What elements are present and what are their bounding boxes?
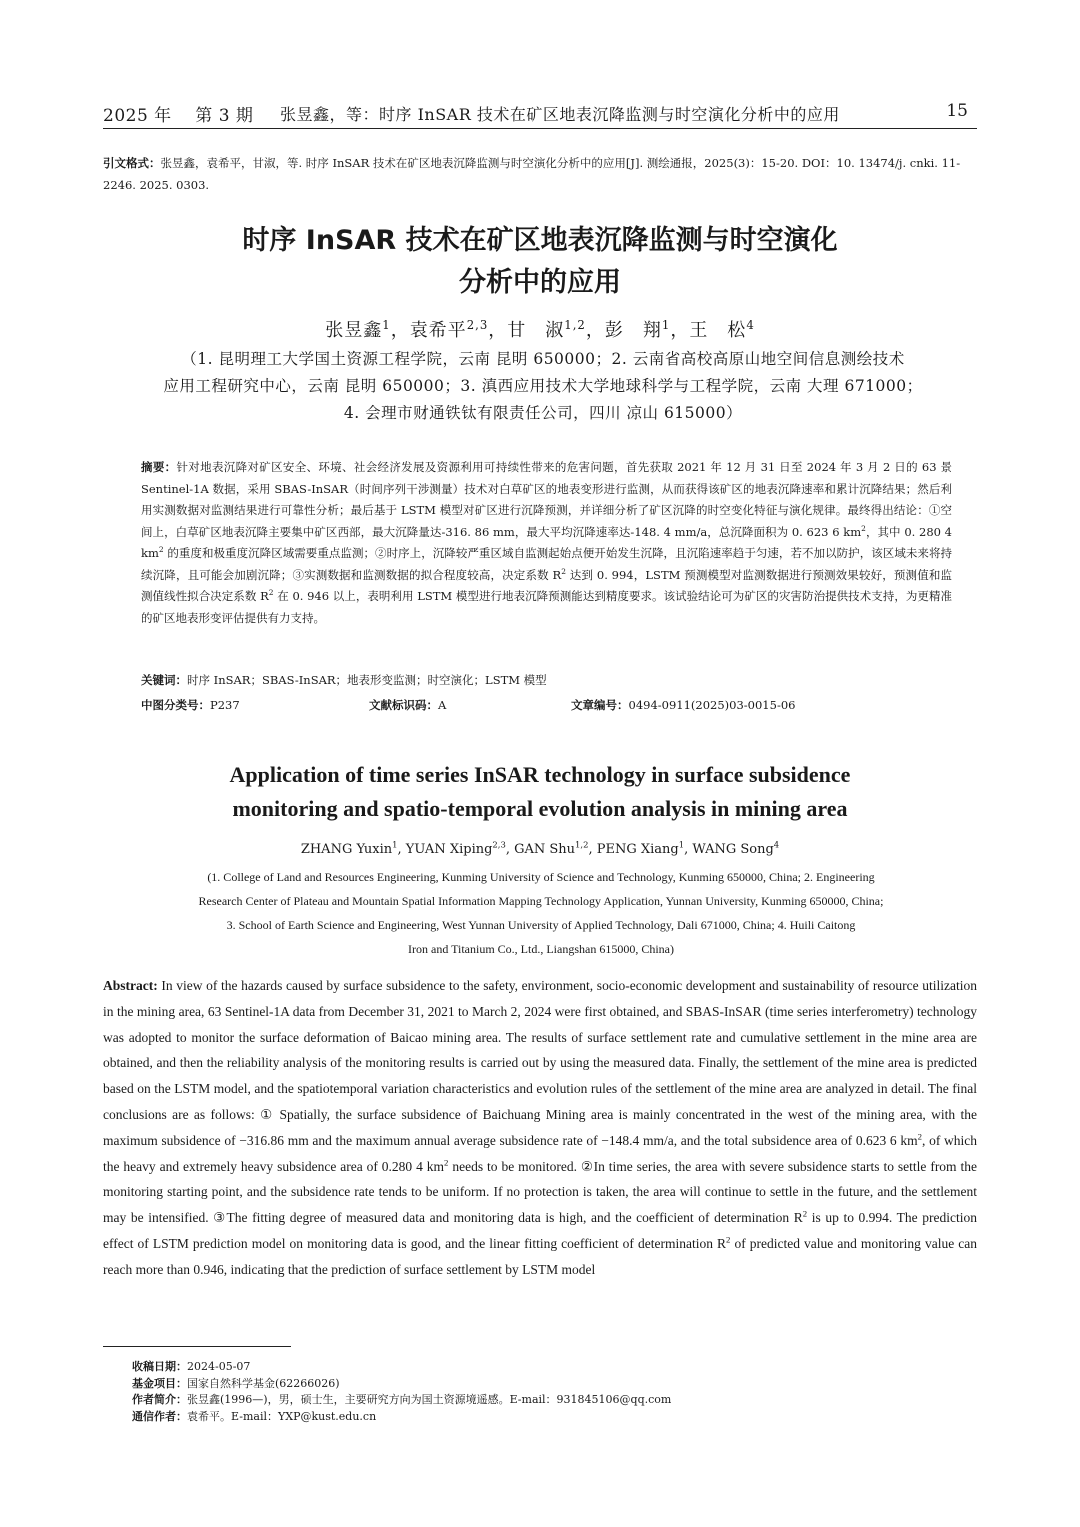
journal-year: 2025 年 — [103, 106, 172, 126]
abstract-chinese — [141, 457, 952, 629]
author-en-affil: 1 — [678, 839, 685, 850]
affiliation-en-line: Iron and Titanium Co., Ltd., Liangshan 615000, China) — [408, 942, 674, 956]
keywords-text: 时序 InSAR；SBAS-InSAR；地表形变监测；时空演化；LSTM 模型 — [187, 673, 547, 687]
journal-issue — [103, 101, 253, 126]
superscript: 2 — [158, 545, 164, 555]
affiliations-chinese — [118, 346, 968, 427]
footnote-divider — [103, 1346, 291, 1347]
footnote-corresponding: 通信作者：袁希平。E-mail：YXP@kust.edu.cn — [132, 1409, 377, 1423]
title-chinese-line-2: 分析中的应用 — [459, 267, 621, 298]
author-cn-affil: 2,3 — [466, 318, 489, 332]
title-english — [103, 758, 977, 826]
title-chinese-line-1: 时序 InSAR 技术在矿区地表沉降监测与时空演化 — [242, 225, 838, 256]
abstract-en-text: In view of the hazards caused by surface subsidence to the safety, environment, socio-economic development and sustainability of resource utilization in the mining area, 63 Sentinel-1A data from December 31, 2021 to March 2, 2024 were first obtained, and SBAS-InSAR (time series interferometry) technology was adopted to monitor the surface deformation of Baicao mining area. The results of surface settlement rate and cumulative settlement in the mine area are obtained, and then the reliability analysis of the monitoring results is carried out by using the measured data. Finally, the settlement of the mine area is predicted based on the LSTM model, and the spatiotemporal variation characteristics and evolution rules of the settlement of the mine area are analyzed in detail. The final conclusions are as follows: ① Spatially, the surface subsidence of Baichuang Mining area is mainly concentrated in the west of the mining area, with the maximum subsidence of −316.86 mm and the maximum annual average subsidence rate of −148.4 mm/a, and the total subsidence area of 0.623 6 km — [103, 978, 977, 1148]
page-number: 15 — [946, 101, 968, 121]
abstract-cn-text: 针对地表沉降对矿区安全、环境、社会经济发展及资源利用可持续性带来的危害问题，首先获取 2021 年 12 月 31 日至 2024 年 3 月 2 日的 63 景 Sentinel-1A 数据，采用 SBAS-InSAR（时间序列干涉测量）技术对白草矿区的地表变形进行监测，从而获得该矿区的地表沉降速率和累计沉降结果；然后利用实测数据对监测结果进行可靠性分析；最后基于 LSTM 模型对矿区进行沉降预测，并详细分析了矿区沉降的时空变化特征与演化规律。最终得出结论：①空间上，白草矿区地表沉降主要集中矿区西部，最大沉降量达-316. 86 mm，最大平均沉降速率达-148. 4 mm/a，总沉降面积为 0. 623 6 km — [141, 460, 952, 539]
affiliation-cn-line: 应用工程研究中心，云南 昆明 650000；3. 滇西应用技术大学地球科学与工程学院，云南 大理 671000； — [163, 377, 923, 395]
superscript: 2 — [861, 523, 866, 533]
title-english-line-1: Application of time series InSAR technology in surface subsidence — [229, 762, 851, 787]
author-en: PENG Xiang — [596, 842, 679, 857]
author-en: YUAN Xiping — [405, 842, 493, 857]
superscript: 2 — [444, 1157, 449, 1168]
author-en-affil: 4 — [773, 839, 780, 850]
abstract-cn-text: ，其中 0. 280 4 km — [141, 524, 952, 560]
author-cn-affil: 4 — [746, 318, 755, 332]
superscript: 2 — [268, 588, 274, 598]
abstract-en-text: of predicted value and monitoring value can reach more than 0.946, indicating that the prediction of surface settlement by LSTM model — [103, 1235, 977, 1277]
superscript: 2 — [726, 1234, 731, 1245]
header-divider — [103, 128, 977, 129]
abstract-cn-text: 的重度和极重度沉降区域需要重点监测；②时序上，沉降较严重区域自监测起始点便开始发生沉降，且沉陷速率趋于匀速，若不加以防护，该区域未来将持续沉降，且可能会加剧沉降；③实测数据和监测数据的拟合程度较高，决定系数 R — [141, 546, 952, 582]
affiliation-cn-line: （1. 昆明理工大学国土资源工程学院，云南 昆明 650000；2. 云南省高校高原山地空间信息测绘技术 — [181, 350, 905, 368]
author-en: GAN Shu — [514, 842, 576, 857]
superscript: 2 — [917, 1131, 922, 1142]
footnotes — [132, 1359, 962, 1425]
author-en: WANG Song — [692, 842, 774, 857]
author-cn: 甘 淑 — [507, 320, 565, 341]
author-en: ZHANG Yuxin — [300, 842, 393, 857]
author-en-affil: 1,2 — [575, 839, 589, 850]
footnote-received: 收稿日期：2024-05-07 — [132, 1360, 251, 1373]
abstract-cn-text: 达到 0. 994，LSTM 预测模型对监测数据进行预测效果较好，预测值和监测值线性拟合决定系数 R — [141, 567, 952, 603]
affiliation-en-line: 3. School of Earth Science and Engineering, West Yunnan University of Applied Technology, Dali 671000, China; 4. Huili Caitong — [226, 918, 856, 932]
article-number: 文章编号：0494-0911(2025)03-0015-06 — [571, 698, 796, 712]
abstract-en-text: , of which the heavy and extremely heavy subsidence area of 0.280 4 km — [103, 1132, 977, 1174]
abstract-en-text: is up to 0.994. The prediction effect of LSTM prediction model on monitoring data is good, and the linear fitting coefficient of determination R — [103, 1210, 977, 1251]
authors-chinese: 张昱鑫$^1$，袁希平$^{2,3}$，甘 淑$^{1,2}$，彭 翔$^1$，王 松$^4$ — [325, 318, 755, 341]
authors-english: ZHANG Yuxin$^1$, YUAN Xiping$^{2,3}$, GAN Shu$^{1,2}$, PENG Xiang$^1$, WANG Song$^4$ — [300, 839, 780, 857]
keywords-chinese — [141, 672, 952, 688]
journal-issue-number: 第 3 期 — [195, 106, 254, 126]
author-cn: 彭 翔 — [604, 320, 662, 341]
footnote-author: 作者简介：张昱鑫(1996—)，男，硕士生，主要研究方向为国土资源境遥感。E-mail：931845106@qq.com — [132, 1393, 672, 1406]
abstract-cn-label: 摘要： — [141, 460, 177, 474]
author-cn-affil: 1 — [382, 318, 391, 332]
running-title: 张昱鑫，等：时序 InSAR 技术在矿区地表沉降监测与时空演化分析中的应用 — [280, 105, 840, 124]
keywords-label: 关键词： — [141, 673, 187, 687]
affiliation-en-line: (1. College of Land and Resources Engineering, Kunming University of Science and Technology, Kunming 650000, China; 2. Engineering — [207, 870, 875, 884]
abstract-cn-text: 在 0. 946 以上，表明利用 LSTM 模型进行地表沉降预测能达到精度要求。该试验结论可为矿区的灾害防治提供技术支持，为更精准的矿区地表形变评估提供有力支持。 — [141, 589, 952, 625]
affiliation-en-line: Research Center of Plateau and Mountain Spatial Information Mapping Technology Application, Yunnan University, Kunming 650000, China; — [198, 894, 884, 908]
superscript: 2 — [561, 566, 566, 576]
citation-text: 张昱鑫，袁希平，甘淑，等. 时序 InSAR 技术在矿区地表沉降监测与时空演化分析中的应用[J]. 测绘通报，2025(3)：15-20. DOI：10. 13474/j. cnki. 11-2246. 2025. 0303. — [103, 156, 961, 192]
author-cn-affil: 1,2 — [564, 318, 586, 332]
author-cn: 张昱鑫 — [325, 320, 383, 341]
abstract-english — [103, 973, 977, 1283]
citation-block — [103, 152, 977, 196]
title-english-line-2: monitoring and spatio-temporal evolution analysis in mining area — [232, 796, 848, 821]
author-en-affil: 2,3 — [492, 839, 506, 850]
author-cn-affil: 1 — [661, 318, 671, 332]
author-cn: 王 松 — [689, 320, 747, 341]
abstract-en-text: needs to be monitored. ②In time series, the area with severe subsidence starts to settle from the monitoring starting point, and the subsidence rate tends to be uniform. If no protection is taken, the area will continue to settle in the future, and the settlement may be intensified. ③The fitting degree of measured data and monitoring data is high, and the coefficient of determination R — [103, 1158, 977, 1226]
title-chinese — [103, 220, 977, 304]
affiliations-english — [120, 865, 962, 961]
abstract-en-label: Abstract: — [103, 978, 158, 993]
superscript: 2 — [802, 1208, 808, 1219]
document-code: 文献标识码：A — [369, 698, 447, 712]
footnote-fund: 基金项目：国家自然科学基金(62266026) — [132, 1376, 340, 1390]
citation-label: 引文格式： — [103, 156, 161, 170]
clc-number: 中图分类号：P237 — [141, 698, 240, 712]
affiliation-cn-line: 4. 会理市财通铁钛有限责任公司，四川 凉山 615000） — [343, 404, 743, 422]
author-cn: 袁希平 — [409, 320, 467, 341]
author-en-affil: 1 — [392, 839, 398, 850]
